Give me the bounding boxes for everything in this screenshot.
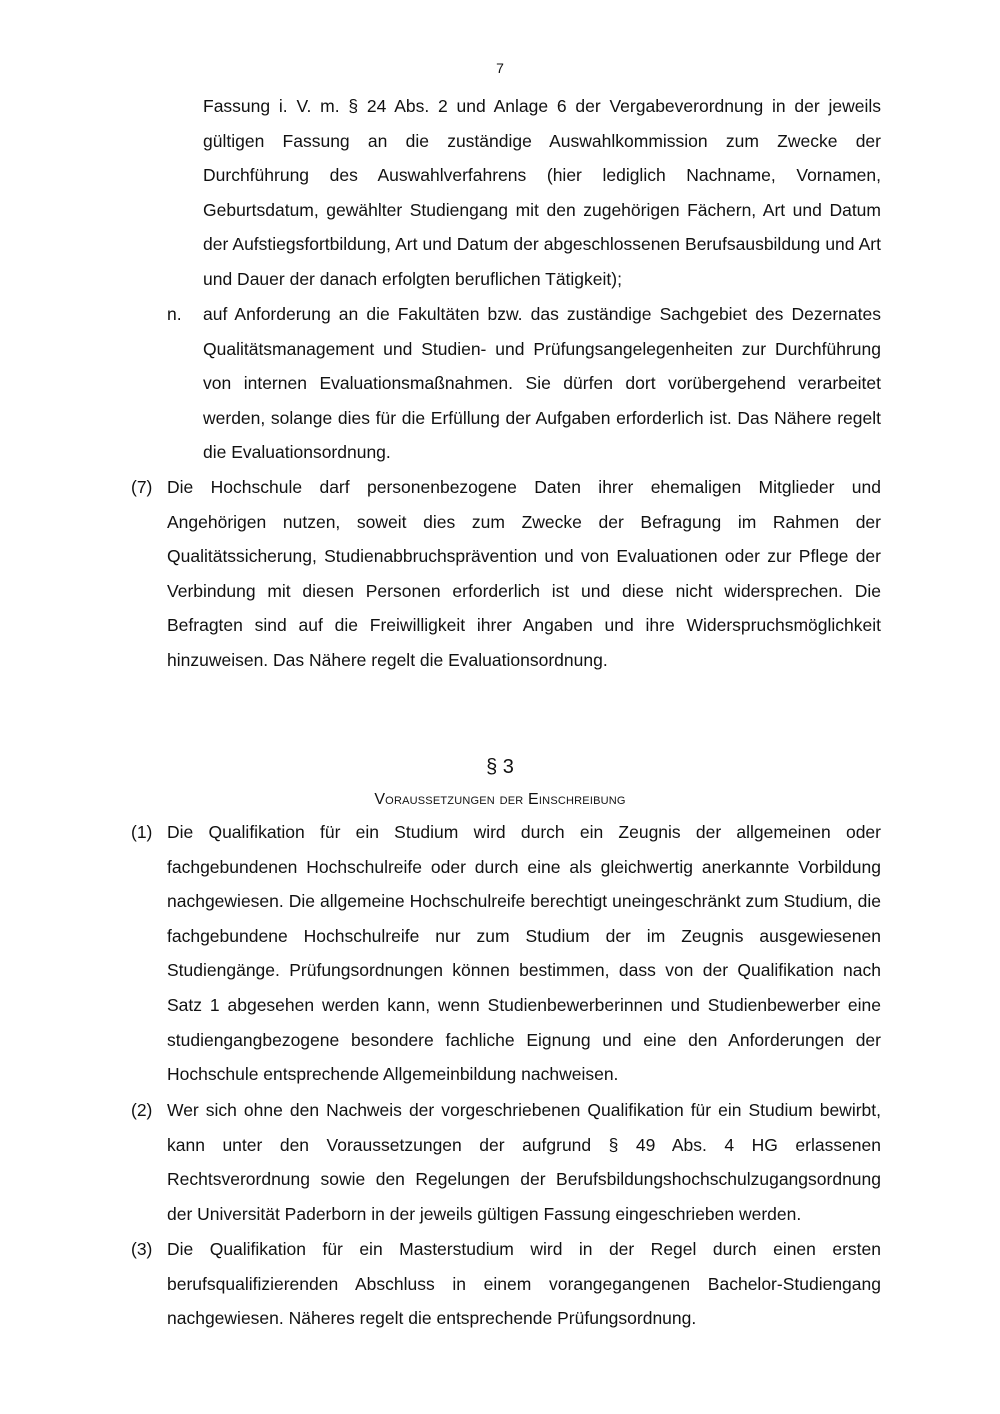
paragraph-7-label: (7) — [131, 477, 153, 497]
section-paragraph-3-text: Die Qualifikation für ein Masterstudium wird in der Regel durch einen ersten berufsqualifizierenden Abschluss in einem vorangegangenen Bachelor-Studiengang nachgewiesen. Näheres regelt die entsprechende Prüfungsordnung. — [167, 1239, 881, 1329]
list-item-n-label: n. — [167, 304, 182, 324]
list-item-n-text: auf Anforderung an die Fakultäten bzw. das zuständige Sachgebiet des Dezernates Qualitätsmanagement und Studien- und Prüfungsangelegenheiten zur Durchführung von internen Evaluationsmaßnahmen. Sie dürfen dort vorübergehend verarbeitet werden, solange dies für die Erfüllung der Aufgaben erforderlich ist. Das Nähere regelt die Evaluationsordnung. — [203, 304, 881, 463]
section-paragraph-1-text: Die Qualifikation für ein Studium wird durch ein Zeugnis der allgemeinen oder fachgebundenen Hochschulreife oder durch eine als gleichwertig anerkannte Vorbildung nachgewiesen. Die allgemeine Hochschulreife berechtigt uneingeschränkt zum Studium, die fachgebundene Hochschulreife nur zum Studium der im Zeugnis ausgewiesenen Studiengänge. Prüfungsordnungen können bestimmen, dass von der Qualifikation nach Satz 1 abgesehen werden kann, wenn Studienbewerberinnen und Studienbewerber eine studiengangbezogene besondere fachliche Eignung und eine den Anforderungen der Hochschule entsprechende Allgemeinbildung nachweisen. — [167, 822, 881, 1085]
paragraph-7-text: Die Hochschule darf personenbezogene Daten ihrer ehemaligen Mitglieder und Angehörigen nutzen, soweit dies zum Zwecke der Befragung im Rahmen der Qualitätssicherung, Studienabbruchsprävention und von Evaluationen oder zur Pflege der Verbindung mit diesen Personen erforderlich ist und diese nicht widersprechen. Die Befragten sind auf die Freiwilligkeit ihrer Angaben und ihre Widerspruchsmöglichkeit hinzuweisen. Das Nähere regelt die Evaluationsordnung. — [167, 477, 881, 670]
section-number: § 3 — [486, 756, 514, 778]
section-title: Voraussetzungen der Einschreibung — [374, 791, 626, 808]
page-number: 7 — [496, 60, 504, 76]
section-paragraph-2-label: (2) — [131, 1100, 153, 1120]
section-paragraph-1-label: (1) — [131, 822, 153, 842]
section-paragraph-3-label: (3) — [131, 1239, 153, 1259]
list-item-continuation: Fassung i. V. m. § 24 Abs. 2 und Anlage 6 der Vergabeverordnung in der jeweils gültigen Fassung an die zuständige Auswahlkommission zum Zwecke der Durchführung des Auswahlverfahrens (hier lediglich Nachname, Vornamen, Geburtsdatum, gewählter Studiengang mit den zugehörigen Fächern, Art und Datum der Aufstiegsfortbildung, Art und Datum der abgeschlossenen Berufsausbildung und Art und Dauer der danach erfolgten beruflichen Tätigkeit); — [203, 96, 881, 289]
section-paragraph-2-text: Wer sich ohne den Nachweis der vorgeschriebenen Qualifikation für ein Studium bewirbt, kann unter den Voraussetzungen der aufgrund § 49 Abs. 4 HG erlassenen Rechtsverordnung sowie den Regelungen der Berufsbildungshochschulzugangsordnung der Universität Paderborn in der jeweils gültigen Fassung eingeschrieben werden. — [167, 1100, 881, 1224]
